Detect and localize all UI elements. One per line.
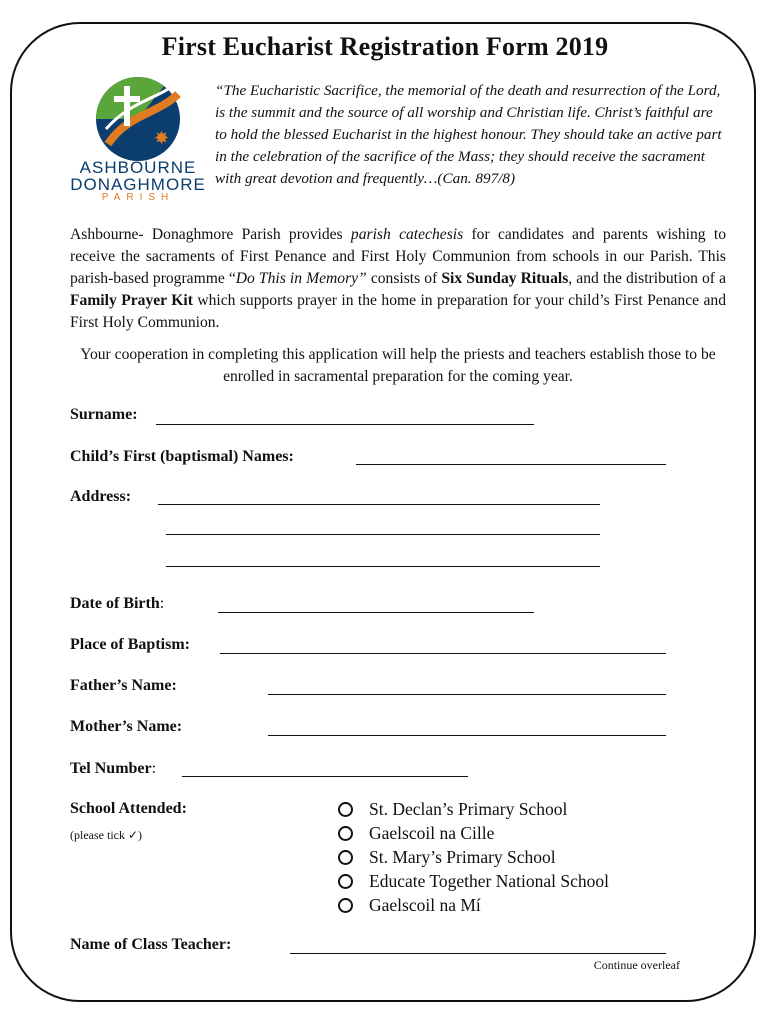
school-option-gaelscoil-na-cille[interactable]: Gaelscoil na Cille	[338, 823, 494, 844]
child-names-label: Child’s First (baptismal) Names:	[70, 448, 294, 465]
canon-quote: “The Eucharistic Sacrifice, the memorial of the death and resurrection of the Lord, is the summit and the source of all worship and Christian life. Christ’s faithful are to hold the blessed Eucharist in the highest honour. They should take an active part in the celebration of the sacrifice of the Mass; they should receive the sacrament with great devotion and frequently…(Can. 897/8)	[215, 82, 722, 187]
baptism-field[interactable]	[220, 653, 666, 654]
form-title: First Eucharist Registration Form 2019	[161, 32, 609, 61]
logo-text-parish: PARISH	[101, 192, 175, 203]
address-line-3-field[interactable]	[166, 566, 600, 567]
school-hint: (please tick ✓)	[70, 828, 143, 842]
teacher-name-field[interactable]	[290, 953, 666, 954]
continue-overleaf-note: Continue overleaf	[593, 958, 680, 972]
school-label: School Attended:	[70, 800, 187, 817]
father-label: Father’s Name:	[70, 677, 177, 694]
baptism-label: Place of Baptism:	[70, 636, 190, 653]
child-names-field[interactable]	[356, 464, 666, 465]
school-option-educate-together[interactable]: Educate Together National School	[338, 871, 609, 892]
tel-field[interactable]	[182, 776, 468, 777]
address-line-1-field[interactable]	[158, 504, 600, 505]
school-option-gaelscoil-na-mi[interactable]: Gaelscoil na Mí	[338, 895, 481, 916]
dob-label: Date of Birth:	[70, 595, 165, 612]
school-option-st-declans[interactable]: St. Declan’s Primary School	[338, 799, 567, 820]
father-name-field[interactable]	[268, 694, 666, 695]
mother-label: Mother’s Name:	[70, 718, 183, 735]
svg-text:✸: ✸	[154, 128, 170, 149]
school-option-st-marys[interactable]: St. Mary’s Primary School	[338, 847, 556, 868]
logo-text-donaghmore: DONAGHMORE	[70, 175, 206, 194]
radio-circle-icon[interactable]	[338, 850, 353, 865]
mother-name-field[interactable]	[268, 735, 666, 736]
radio-circle-icon[interactable]	[338, 826, 353, 841]
radio-circle-icon[interactable]	[338, 802, 353, 817]
logo-text-ashbourne: ASHBOURNE	[79, 158, 197, 177]
dob-field[interactable]	[218, 612, 534, 613]
tel-label: Tel Number:	[70, 760, 157, 777]
radio-circle-icon[interactable]	[338, 874, 353, 889]
teacher-label: Name of Class Teacher:	[70, 936, 232, 953]
address-label: Address:	[70, 488, 132, 505]
surname-field[interactable]	[156, 424, 534, 425]
intro-paragraph: Ashbourne- Donaghmore Parish provides parish catechesis for candidates and parents wishing to receive the sacraments of First Penance and First Holy Communion from schools in our Parish. This parish-based programme “Do This in Memory” consists of Six Sunday Rituals, and the distribution of a Family Prayer Kit which supports prayer in the home in preparation for your child’s First Penance and First Holy Communion.	[70, 226, 727, 331]
surname-label: Surname:	[70, 406, 138, 423]
radio-circle-icon[interactable]	[338, 898, 353, 913]
address-line-2-field[interactable]	[166, 534, 600, 535]
cooperation-note: Your cooperation in completing this application will help the priests and teachers establish those to be enrolled in sacramental preparation for the coming year.	[80, 346, 716, 385]
